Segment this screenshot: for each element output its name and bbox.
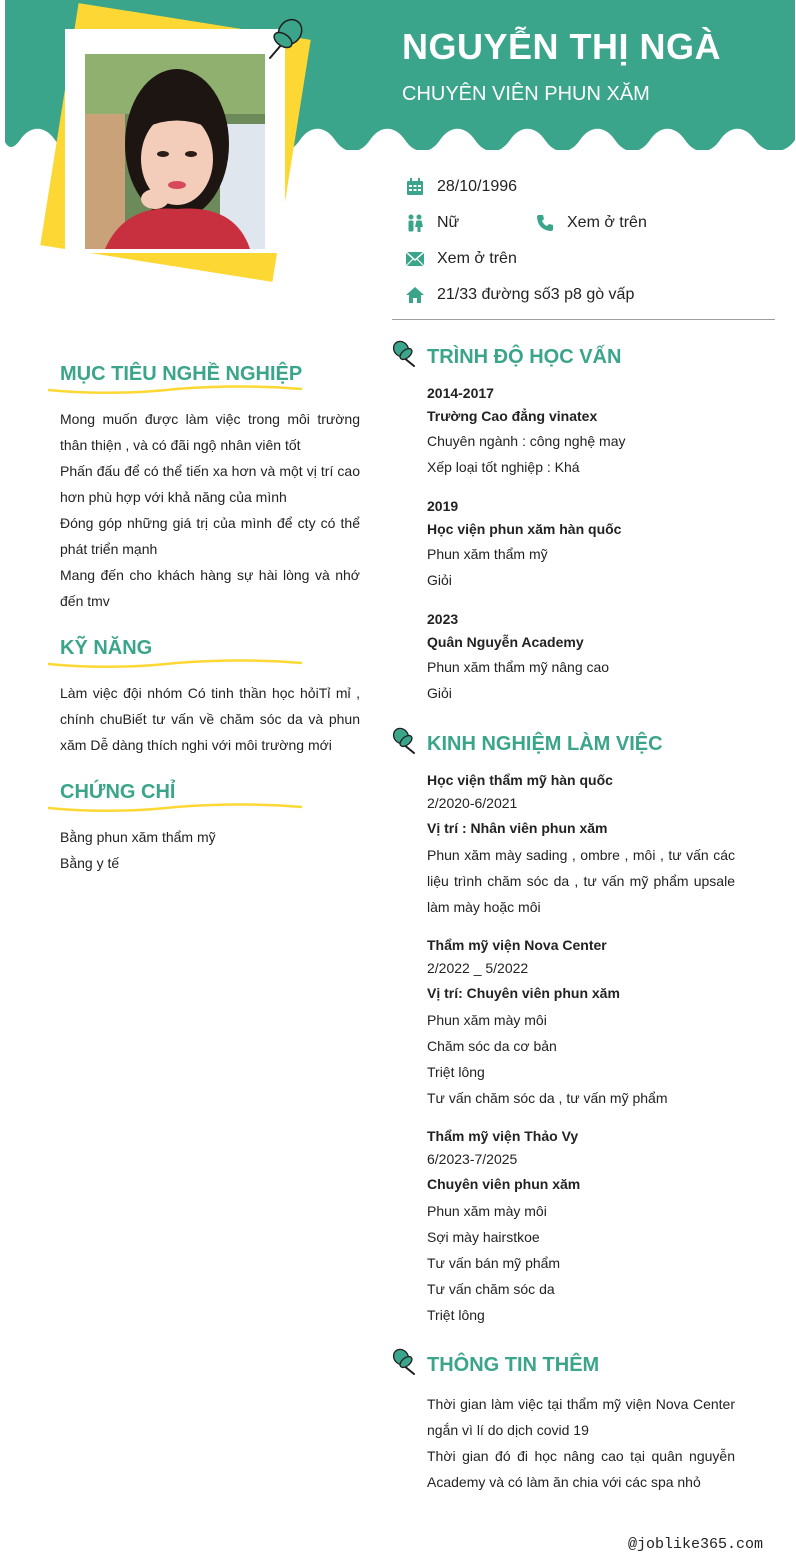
certificate-item: Bằng y tế (60, 855, 120, 871)
education-year: 2023 (427, 611, 459, 627)
experience-entry (427, 934, 735, 1111)
objective-title: MỤC TIÊU NGHỀ NGHIỆP (60, 363, 303, 385)
email-value[interactable]: Xem ở trên (437, 250, 517, 267)
contact-email (405, 249, 517, 269)
certificates-title: CHỨNG CHỈ (60, 781, 176, 803)
education-pushpin-icon (392, 340, 418, 368)
skills-text (60, 680, 360, 758)
education-school: Học viện phun xăm hàn quốc (427, 521, 622, 537)
experience-period: 6/2023-7/2025 (427, 1151, 518, 1167)
education-school: Trường Cao đẳng vinatex (427, 408, 598, 424)
objective-line: Đóng góp những giá trị của mình để cty có thể phát triển mạnh (60, 515, 360, 557)
additional-title: THÔNG TIN THÊM (427, 1354, 600, 1376)
address-value: 21/33 đường số3 p8 gò vấp (437, 286, 635, 303)
additional-line: Thời gian làm việc tại thẩm mỹ viện Nova Center ngắn vì lí do dịch covid 19 (427, 1396, 735, 1438)
additional-text (427, 1391, 735, 1495)
objective-line: Mang đến cho khách hàng sự hài lòng và nhớ đến tmv (60, 567, 360, 609)
calendar-icon (405, 177, 425, 197)
contact-address (405, 285, 634, 305)
experience-company: Thẩm mỹ viện Thảo Vy (427, 1128, 579, 1144)
phone-value[interactable]: Xem ở trên (567, 214, 647, 231)
experience-detail: Triệt lông (427, 1064, 485, 1080)
experience-period: 2/2020-6/2021 (427, 795, 518, 811)
experience-period: 2/2022 _ 5/2022 (427, 960, 529, 976)
objective-text (60, 406, 360, 614)
experience-detail: Phun xăm mày môi (427, 1203, 547, 1219)
education-entry (427, 382, 735, 480)
additional-line: Thời gian đó đi học nâng cao tại quân nguyễn Academy và có làm ăn chia với các spa nhỏ (427, 1448, 735, 1490)
experience-position: Vị trí : Nhân viên phun xăm (427, 820, 608, 836)
experience-pushpin-icon (392, 727, 418, 755)
experience-position: Chuyên viên phun xăm (427, 1176, 581, 1192)
experience-entry (427, 769, 735, 920)
experience-title: KINH NGHIỆM LÀM VIỆC (427, 733, 663, 755)
contact-divider (392, 319, 775, 320)
certificates-underline (46, 802, 304, 814)
experience-detail: Phun xăm mày môi (427, 1012, 547, 1028)
certificates-list (60, 824, 360, 876)
experience-detail: Tư vấn chăm sóc da , tư vấn mỹ phẩm (427, 1090, 668, 1106)
candidate-name: NGUYỄN THỊ NGÀ (402, 26, 722, 67)
objective-underline (46, 384, 304, 396)
watermark: @joblike365.com (628, 1536, 764, 1553)
profile-photo (85, 54, 265, 249)
education-year: 2019 (427, 498, 459, 514)
education-entry (427, 495, 735, 593)
people-icon (405, 213, 425, 233)
additional-pushpin-icon (392, 1348, 418, 1376)
experience-entry (427, 1125, 735, 1328)
education-year: 2014-2017 (427, 385, 494, 401)
education-detail: Phun xăm thẩm mỹ (427, 546, 548, 562)
certificate-item: Bằng phun xăm thẩm mỹ (60, 829, 216, 845)
education-detail: Giỏi (427, 685, 452, 701)
experience-company: Học viện thẩm mỹ hàn quốc (427, 772, 613, 788)
experience-detail: Tư vấn chăm sóc da (427, 1281, 555, 1297)
education-entry (427, 608, 735, 706)
experience-detail: Chăm sóc da cơ bản (427, 1038, 557, 1054)
experience-detail: Triệt lông (427, 1307, 485, 1323)
education-school: Quân Nguyễn Academy (427, 634, 584, 650)
education-detail: Phun xăm thẩm mỹ nâng cao (427, 659, 610, 675)
dob-value: 28/10/1996 (437, 178, 518, 195)
phone-icon (535, 213, 555, 233)
education-detail: Giỏi (427, 572, 452, 588)
objective-line: Phấn đấu để có thể tiến xa hơn và một vị trí cao hơn phù hợp với khả năng của mình (60, 463, 360, 505)
contact-gender (405, 213, 459, 233)
skills-paragraph: Làm việc đội nhóm Có tinh thần học hỏiTỉ mỉ , chính chuBiết tư vấn về chăm sóc da và phun xăm Dễ dàng thích nghi với môi trường mới (60, 685, 360, 753)
education-title: TRÌNH ĐỘ HỌC VẤN (427, 346, 622, 368)
home-icon (405, 285, 425, 305)
contact-dob (405, 177, 517, 197)
objective-line: Mong muốn được làm việc trong môi trường thân thiện , và có đãi ngộ nhân viên tốt (60, 411, 360, 453)
experience-company: Thẩm mỹ viện Nova Center (427, 937, 607, 953)
pushpin-icon (266, 14, 310, 62)
contact-phone (535, 213, 647, 233)
skills-underline (46, 658, 304, 670)
experience-detail: Tư vấn bán mỹ phẩm (427, 1255, 561, 1271)
skills-title: KỸ NĂNG (60, 637, 153, 659)
experience-detail: Phun xăm mày sading , ombre , môi , tư vấn các liệu trình chăm sóc da , tư vấn mỹ phẩm upsale làm mày hoặc môi (427, 847, 735, 915)
education-detail: Chuyên ngành : công nghệ may (427, 433, 626, 449)
experience-detail: Sợi mày hairstkoe (427, 1229, 540, 1245)
gender-value: Nữ (437, 214, 460, 231)
candidate-title: CHUYÊN VIÊN PHUN XĂM (402, 83, 650, 105)
mail-icon (405, 249, 425, 269)
education-detail: Xếp loại tốt nghiệp : Khá (427, 459, 580, 475)
experience-position: Vị trí: Chuyên viên phun xăm (427, 985, 620, 1001)
